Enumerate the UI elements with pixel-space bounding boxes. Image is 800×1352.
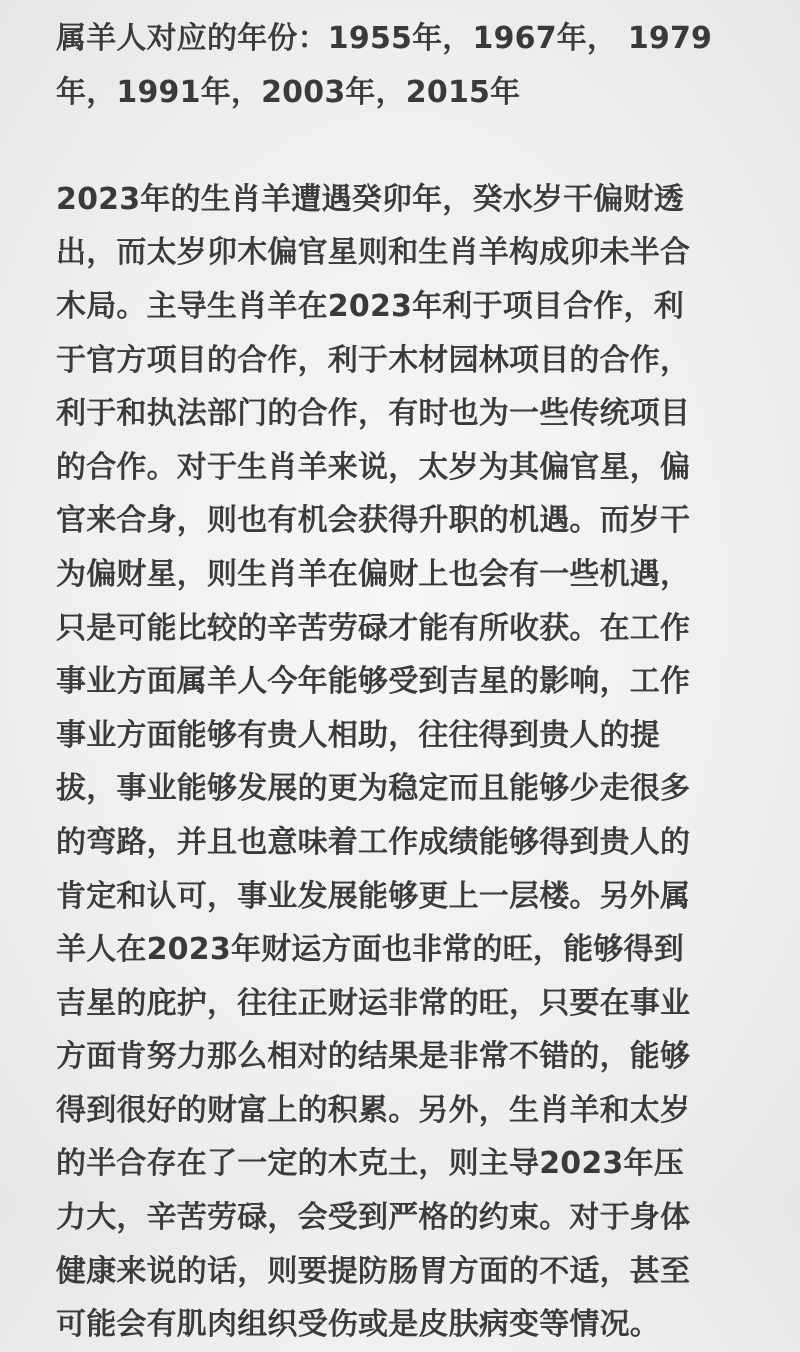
- body-line-3: 木局。主导生肖羊在2023年利于项目合作，利: [56, 288, 684, 324]
- body-line-1: 2023年的生肖羊遭遇癸卯年，癸水岁干偏财透: [56, 181, 684, 217]
- heading-block: [56, 12, 756, 119]
- body-line-21: 健康来说的话，则要提防肠胃方面的不适，甚至: [56, 1253, 691, 1289]
- body-line-17: 方面肯努力那么相对的结果是非常不错的，能够: [56, 1039, 691, 1075]
- body-line-11: 事业方面能够有贵人相助，往往得到贵人的提: [56, 717, 660, 753]
- body-line-18: 得到很好的财富上的积累。另外，生肖羊和太岁: [56, 1092, 691, 1128]
- paragraph-spacer: [56, 119, 756, 173]
- body-line-16: 吉星的庇护，往往正财运非常的旺，只要在事业: [56, 985, 691, 1021]
- body-line-9: 只是可能比较的辛苦劳碌才能有所收获。在工作: [56, 610, 691, 646]
- heading-line-2: 年，1991年，2003年，2015年: [56, 74, 521, 110]
- heading-line-1: 属羊人对应的年份：1955年，1967年， 1979: [56, 21, 713, 56]
- body-line-19: 的半合存在了一定的木克土，则主导2023年压: [56, 1146, 684, 1182]
- body-line-14: 肯定和认可，事业发展能够更上一层楼。另外属: [56, 878, 691, 914]
- body-line-8: 为偏财星，则生肖羊在偏财上也会有一些机遇，: [56, 556, 691, 592]
- body-line-13: 的弯路，并且也意味着工作成绩能够得到贵人的: [56, 824, 691, 860]
- body-line-22: 可能会有肌肉组织受伤或是皮肤病变等情况。: [56, 1307, 660, 1343]
- body-line-20: 力大，辛苦劳碌，会受到严格的约束。对于身体: [56, 1200, 691, 1236]
- body-line-10: 事业方面属羊人今年能够受到吉星的影响，工作: [56, 664, 691, 700]
- body-line-7: 官来合身，则也有机会获得升职的机遇。而岁干: [56, 503, 691, 539]
- body-line-12: 拔，事业能够发展的更为稳定而且能够少走很多: [56, 771, 691, 807]
- body-line-15: 羊人在2023年财运方面也非常的旺，能够得到: [56, 932, 684, 968]
- body-line-4: 于官方项目的合作，利于木材园林项目的合作，: [56, 342, 691, 378]
- body-line-2: 出，而太岁卯木偏官星则和生肖羊构成卯未半合: [56, 235, 691, 271]
- body-paragraph: [56, 173, 756, 1352]
- body-line-6: 的合作。对于生肖羊来说，太岁为其偏官星，偏: [56, 449, 691, 485]
- body-line-5: 利于和执法部门的合作，有时也为一些传统项目: [56, 396, 691, 432]
